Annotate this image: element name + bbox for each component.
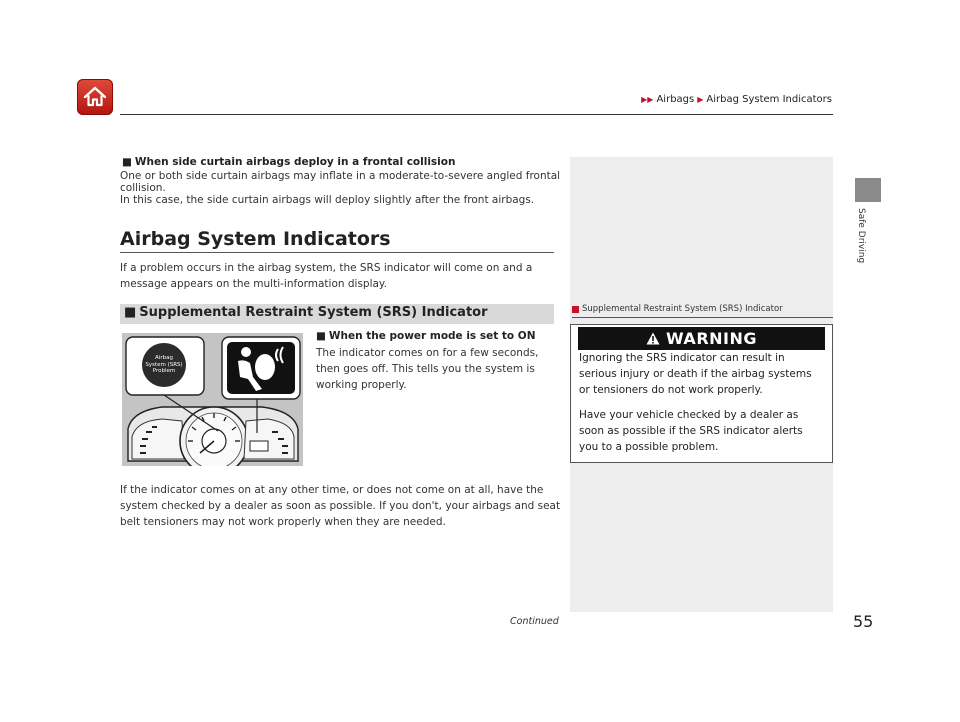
- square-bullet-icon: ■: [122, 156, 132, 168]
- page-title: Airbag System Indicators: [120, 228, 391, 250]
- instrument-cluster-illustration: [122, 333, 303, 466]
- breadcrumb-arrow-icon: ▶▶: [641, 95, 654, 104]
- breadcrumb-link-indicators[interactable]: Airbag System Indicators: [706, 94, 832, 105]
- text-line: you to a possible problem.: [579, 441, 719, 453]
- header-rule: [120, 114, 833, 115]
- warning-banner: [578, 327, 825, 350]
- square-bullet-icon: ■: [124, 305, 137, 320]
- note-heading: [572, 304, 783, 314]
- warning-paragraph-2: [579, 407, 829, 455]
- chapter-tab-label-wrap: [854, 208, 868, 278]
- intro-paragraph: [120, 260, 532, 292]
- text-line: collision.: [120, 182, 166, 194]
- power-mode-paragraph: [316, 345, 538, 393]
- breadcrumb: [641, 94, 832, 105]
- home-button[interactable]: [77, 79, 113, 115]
- text-line: One or both side curtain airbags may inflate in a moderate-to-severe angled frontal: [120, 170, 561, 182]
- text-line: or tensioners do not work properly.: [579, 384, 763, 396]
- note-marker-icon: [572, 306, 579, 313]
- text-line: soon as possible if the SRS indicator alerts: [579, 425, 803, 437]
- page-number: 55: [853, 612, 874, 631]
- text-line: serious injury or death if the airbag systems: [579, 368, 812, 380]
- warning-paragraph-1: [579, 350, 829, 398]
- home-icon: [82, 84, 108, 110]
- title-rule: [120, 252, 554, 253]
- callout-line: Problem: [152, 368, 176, 374]
- note-rule: [572, 317, 833, 318]
- text-line: Ignoring the SRS indicator can result in: [579, 352, 785, 364]
- warning-triangle-icon: [646, 332, 660, 345]
- text-line: The indicator comes on for a few seconds,: [316, 347, 539, 359]
- text-line: then goes off. This tells you the system is: [316, 363, 535, 375]
- section-heading-srs: ■ Supplemental Restraint System (SRS) Indicator: [124, 305, 488, 320]
- square-bullet-icon: ■: [316, 330, 326, 342]
- continued-label: Continued: [510, 616, 559, 627]
- chapter-tab-label: Safe Driving: [856, 208, 866, 264]
- text-line: If the indicator comes on at any other time, or does not come on at all, have the: [120, 484, 544, 496]
- chapter-tab[interactable]: [855, 178, 881, 202]
- breadcrumb-link-airbags[interactable]: Airbags: [656, 94, 695, 105]
- text-line: Have your vehicle checked by a dealer as: [579, 409, 799, 421]
- text-line: system checked by a dealer as soon as possible. If you don't, your airbags and seat: [120, 500, 561, 512]
- warning-title: WARNING: [666, 329, 757, 348]
- warning-box: [570, 324, 833, 463]
- text-line: belt tensioners may not work properly when they are needed.: [120, 516, 446, 528]
- instrument-panel-figure: [122, 333, 303, 466]
- text-line: message appears on the multi-information display.: [120, 278, 387, 290]
- callout-line: System (SRS): [145, 361, 183, 368]
- subheading-side-curtain: ■ When side curtain airbags deploy in a frontal collision: [122, 156, 456, 168]
- callout-line: Airbag: [155, 355, 173, 361]
- callout-label: [142, 355, 186, 375]
- side-curtain-paragraph: [120, 170, 560, 206]
- note-title: Supplemental Restraint System (SRS) Indicator: [582, 304, 783, 314]
- other-time-paragraph: [120, 482, 560, 530]
- subheading-power-mode: ■ When the power mode is set to ON: [316, 330, 536, 342]
- text-line: If a problem occurs in the airbag system, the SRS indicator will come on and a: [120, 262, 533, 274]
- breadcrumb-arrow-icon: ▶: [697, 95, 704, 104]
- text-line: In this case, the side curtain airbags will deploy slightly after the front airbags.: [120, 194, 535, 206]
- text-line: working properly.: [316, 379, 407, 391]
